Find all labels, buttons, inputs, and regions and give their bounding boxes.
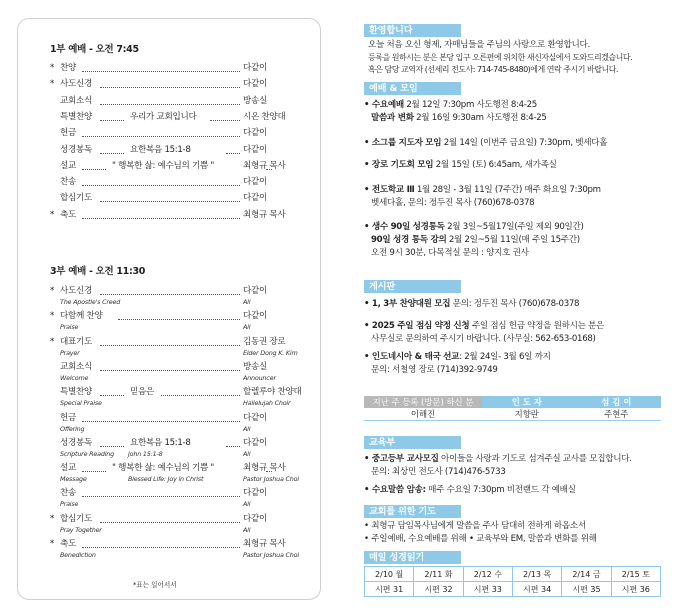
item-title: 수요말씀 암송: xyxy=(371,485,426,495)
item-text: 아이들을 사랑과 기도로 섬겨주실 교사를 모집합니다. xyxy=(438,454,632,464)
program-detail: 믿음은 xyxy=(130,387,155,398)
program-row xyxy=(50,539,290,550)
program-leader: 다같이 xyxy=(243,128,268,139)
reading-days-row xyxy=(365,567,661,582)
english-item: Scripture Reading xyxy=(60,449,115,458)
item-text: 문의: 최상민 전도사 (714)476-5733 xyxy=(371,467,506,477)
leader-dots xyxy=(100,294,240,295)
list-item xyxy=(371,466,506,478)
list-item xyxy=(371,247,529,259)
standing-mark: * xyxy=(50,311,54,322)
bullet: • xyxy=(364,485,372,495)
program-leader: 다같이 xyxy=(243,193,268,204)
program-leader: 방송실 xyxy=(243,95,268,106)
standing-mark: * xyxy=(50,513,54,524)
visitors-caption: 지난 주 등록 (방문) 하신 분 xyxy=(364,396,482,408)
program-item: 사도신경 xyxy=(60,79,93,90)
leader-dots xyxy=(82,471,106,472)
leader-dots xyxy=(82,547,240,548)
program-item: 찬양 xyxy=(60,63,77,73)
leader-dots xyxy=(82,185,240,186)
program-row xyxy=(50,438,290,449)
leader-dots xyxy=(226,153,240,154)
item-text: 벳세다홀, 문의: 정두진 목사 (760)678-0378 xyxy=(371,198,535,208)
program-leader: 다같이 xyxy=(243,79,268,90)
table-row xyxy=(364,408,661,421)
program-row-english xyxy=(50,475,299,484)
leader-dots xyxy=(226,446,240,447)
program-item: 축도 xyxy=(60,539,77,549)
item-title: 전도학교 Ⅲ xyxy=(371,185,415,195)
program-row xyxy=(50,193,290,204)
bullet: • xyxy=(364,100,372,110)
item-title: 인도네시아 & 태국 선교 xyxy=(371,352,460,362)
item-title: 장로 기도회 모임 xyxy=(371,160,434,170)
program-item: 특별찬양 xyxy=(60,387,93,398)
standing-mark: * xyxy=(50,63,54,73)
program-leader: 다같이 xyxy=(243,63,268,73)
reading-chapter: 시편 34 xyxy=(512,582,561,597)
english-item: Praise xyxy=(60,323,79,332)
reading-chapter: 시편 36 xyxy=(611,582,660,597)
program-item: 축도 xyxy=(60,209,77,220)
english-leader: Elder Dong K. Kim xyxy=(243,348,298,357)
item-text: 문의: 정두진 목사 (760)678-0378 xyxy=(450,299,580,309)
service-title: 3부 예배 - 오전 11:30 xyxy=(50,266,146,277)
reading-chapter: 시편 32 xyxy=(414,582,463,597)
english-leader: All xyxy=(243,424,251,433)
program-leader: 최형규 목사 xyxy=(243,539,286,549)
program-leader: 최형규 목사 xyxy=(243,160,286,171)
program-item: 성경봉독 xyxy=(60,437,93,448)
english-item: The Apostle's Creed xyxy=(60,298,121,306)
education-header: 교육부 xyxy=(364,436,461,449)
program-row xyxy=(50,463,290,474)
reading-chapter: 시편 33 xyxy=(463,582,512,597)
bullet: • xyxy=(364,185,372,195)
program-row-english xyxy=(50,374,290,383)
reading-day: 2/11 화 xyxy=(414,567,463,582)
program-item: 설교 xyxy=(60,160,77,171)
program-item: 헌금 xyxy=(60,412,77,423)
leader-dots xyxy=(100,120,124,121)
leader-dots xyxy=(82,136,240,137)
worship-header: 예배 & 모임 xyxy=(364,82,461,95)
item-text: 매주 수요일 7:30pm 비전랜드 각 예배실 xyxy=(425,485,576,495)
program-row xyxy=(50,96,290,107)
bullet: • xyxy=(364,321,372,331)
item-text: 오전 9시 30분, 다목적실 문의 : 양지호 권사 xyxy=(371,248,529,258)
program-row xyxy=(50,63,290,74)
list-item xyxy=(364,159,557,171)
leader-dots xyxy=(210,120,240,121)
program-item: 합심기도 xyxy=(60,193,93,204)
english-item: Benediction xyxy=(60,551,96,559)
leader-dots xyxy=(100,345,240,346)
english-leader: Announcer xyxy=(243,373,276,382)
list-item xyxy=(371,234,580,246)
program-item: 합심기도 xyxy=(60,513,93,524)
visitor-server: 주현주 xyxy=(572,408,662,421)
list-item xyxy=(364,484,576,496)
item-title: 수요예배 xyxy=(371,100,404,110)
english-detail: Blessed Life: Joy in Christ xyxy=(128,475,204,484)
reading-chapters-row xyxy=(365,582,661,597)
item-title: 90일 성경 통독 강의 xyxy=(371,235,447,245)
list-item xyxy=(364,351,551,363)
program-row xyxy=(50,311,290,322)
program-leader: 다같이 xyxy=(243,437,268,448)
program-row xyxy=(50,488,290,499)
program-row xyxy=(50,413,290,424)
reading-day: 2/12 수 xyxy=(463,567,512,582)
leader-dots xyxy=(100,395,124,396)
program-item: 헌금 xyxy=(60,128,77,139)
leader-dots xyxy=(82,421,240,422)
welcome-text: 혹은 담당 교역자 (선세리 전도사: 714-745-8480)에게 연락 주시기 바랍니다. xyxy=(368,65,618,74)
item-title: 2025 주일 점심 약정 신청 xyxy=(371,321,470,331)
program-row-english xyxy=(50,526,290,535)
program-row xyxy=(50,161,290,172)
english-leader: All xyxy=(243,323,251,332)
server-column-header: 섬 김 이 xyxy=(572,396,662,408)
reading-chapter: 시편 35 xyxy=(562,582,611,597)
reading-day: 2/10 월 xyxy=(365,567,414,582)
program-item: 사도신경 xyxy=(60,286,93,296)
program-row xyxy=(50,286,290,297)
program-row xyxy=(50,337,290,348)
program-item: 교회소식 xyxy=(60,361,93,372)
program-leader: 다같이 xyxy=(243,144,268,155)
english-item: Special Praise xyxy=(60,399,102,408)
leader-dots xyxy=(100,522,240,523)
reading-day: 2/14 금 xyxy=(562,567,611,582)
english-item: Message xyxy=(60,475,87,484)
item-text: 사무실로 문의하여 주시기 바랍니다. (사무실: 562-653-0168) xyxy=(371,334,596,344)
prayer-item: • 최형규 담임목사님에게 말씀을 주사 담대히 전하게 하옵소서 xyxy=(364,521,586,531)
prayer-header: 교회를 위한 기도 xyxy=(364,505,461,518)
list-item xyxy=(364,137,607,149)
program-row xyxy=(50,362,290,373)
leader-dots xyxy=(82,71,240,72)
english-leader: All xyxy=(243,525,251,534)
program-row xyxy=(50,145,290,156)
standing-mark: * xyxy=(50,79,54,90)
reading-header: 매일 성경읽기 xyxy=(364,551,461,564)
item-text: 주일 점심 헌금 약정을 원하시는 분은 xyxy=(469,321,605,331)
bullet: • xyxy=(364,222,372,232)
program-row-english xyxy=(50,348,298,358)
item-text: 1월 28일 - 3월 11일 (7주간) 매주 화요일 7:30pm xyxy=(414,185,601,195)
leader-dots xyxy=(100,153,124,154)
program-leader: 최형규 목사 xyxy=(243,463,286,474)
program-leader: 시온 찬양대 xyxy=(243,111,286,122)
leader-dots xyxy=(100,104,240,105)
english-item: Offering xyxy=(60,424,85,433)
program-detail: " 행복한 삶: 예수님의 기쁨 " xyxy=(112,463,215,474)
reading-table xyxy=(364,566,661,597)
english-item: Pray Together xyxy=(60,525,102,534)
program-leader: 다같이 xyxy=(243,286,268,296)
leader-dots xyxy=(100,446,124,447)
standing-footnote: *표는 일어서서 xyxy=(133,581,177,589)
item-text: 2월 14일 (이번주 금요일) 7:30pm, 벳세다홀 xyxy=(441,138,608,148)
bullet: • xyxy=(364,352,372,362)
program-leader: 다같이 xyxy=(243,177,268,188)
list-item xyxy=(371,112,547,124)
program-row xyxy=(50,514,290,525)
program-row-english xyxy=(50,551,299,560)
program-row xyxy=(50,128,290,139)
english-leader: All xyxy=(243,298,251,306)
english-item: Welcome xyxy=(60,373,89,382)
bullet: • xyxy=(364,138,372,148)
program-item: 교회소식 xyxy=(60,95,93,106)
item-text: : 2월 24일- 3월 6일 까지 xyxy=(459,352,551,362)
program-row xyxy=(50,387,302,398)
leader-dots xyxy=(82,496,240,497)
service-title: 1부 예배 - 오전 7:45 xyxy=(50,44,139,55)
bullet: • xyxy=(364,299,372,309)
english-detail: John 15:1-8 xyxy=(128,449,163,458)
standing-mark: * xyxy=(50,539,54,549)
item-title: 소그룹 지도자 모임 xyxy=(371,138,442,148)
program-leader: 방송실 xyxy=(243,361,268,372)
prayer-item: • 주일예배, 수요예배를 위해 • 교육부와 EM, 말씀과 변화를 위해 xyxy=(364,534,597,544)
program-item: 다함께 찬양 xyxy=(60,311,103,322)
program-row xyxy=(50,177,290,188)
bullet: • xyxy=(364,454,372,464)
list-item xyxy=(371,364,498,376)
program-detail: 우리가 교회입니다 xyxy=(130,111,197,122)
program-detail: 요한복음 15:1-8 xyxy=(130,437,191,448)
leader-dots xyxy=(100,201,240,202)
program-row-english xyxy=(50,425,290,434)
reading-day: 2/15 토 xyxy=(611,567,660,582)
program-item: 특별찬양 xyxy=(60,111,93,122)
item-title: 생수 90일 성경통독 xyxy=(371,222,445,232)
leader-dots xyxy=(82,169,106,170)
english-item: Praise xyxy=(60,500,79,509)
program-leader: 김동권 장로 xyxy=(243,336,286,347)
list-item xyxy=(364,298,579,310)
item-text: 문의: 서철영 장로 (714)392-9749 xyxy=(371,365,498,375)
english-leader: All xyxy=(243,449,251,458)
item-text: 2월 12일 7:30pm 사도행전 8:4-25 xyxy=(403,100,537,110)
visitor-name: 이해진 xyxy=(364,408,482,421)
program-detail: 요한복음 15:1-8 xyxy=(130,144,191,155)
welcome-header: 환영합니다 xyxy=(364,24,461,37)
program-leader: 다같이 xyxy=(243,412,268,423)
program-row xyxy=(50,112,290,123)
standing-mark: * xyxy=(50,336,54,347)
program-item: 찬송 xyxy=(60,177,77,188)
list-item xyxy=(364,320,604,332)
bullet: • xyxy=(364,160,372,170)
program-row-english xyxy=(50,323,290,332)
program-row-english xyxy=(50,500,290,509)
english-leader: Pastor Joshua Choi xyxy=(243,475,299,484)
program-leader: 최형규 목사 xyxy=(243,209,286,220)
item-title: 말씀과 변화 xyxy=(371,113,414,123)
list-item xyxy=(371,197,534,209)
item-text: 2월 15일 (토) 6:45am, 새가족실 xyxy=(433,160,557,170)
leader-dots xyxy=(100,87,240,88)
item-title: 중고등부 교사모집 xyxy=(371,454,439,464)
english-leader: Hallelujah Choir xyxy=(243,399,291,408)
reading-chapter: 시편 31 xyxy=(365,582,414,597)
program-detail: " 행복한 삶: 예수님의 기쁨 " xyxy=(112,160,215,171)
item-text: 2월 16일 9:30am 사도행전 8:4-25 xyxy=(413,113,547,123)
program-row-english xyxy=(50,298,290,307)
program-item: 설교 xyxy=(60,463,77,474)
program-item: 대표기도 xyxy=(60,336,93,347)
list-item xyxy=(364,221,584,233)
item-title: 1, 3부 찬양대원 모집 xyxy=(371,299,451,309)
leader-dots xyxy=(118,319,240,320)
english-leader: Pastor Joshua Choi xyxy=(243,551,299,559)
welcome-text: 오늘 처음 오신 형제, 자매님들을 주님의 사랑으로 환영합니다. xyxy=(368,40,590,50)
program-row-english xyxy=(50,450,290,459)
leader-column-header: 인 도 자 xyxy=(482,396,572,408)
program-item: 찬송 xyxy=(60,488,77,499)
item-text: 2월 2일~5월 11일(매 주일 15주간) xyxy=(446,235,580,245)
program-leader: 다같이 xyxy=(243,311,268,322)
list-item xyxy=(364,453,632,465)
program-leader: 다같이 xyxy=(243,513,268,524)
english-leader: All xyxy=(243,500,251,509)
program-row-english xyxy=(50,399,290,408)
leader-dots xyxy=(161,395,240,396)
english-item: Prayer xyxy=(60,348,80,357)
item-text: 2월 3일~5월17일(주일 제외 90일간) xyxy=(444,222,584,232)
program-row xyxy=(50,79,290,90)
standing-mark: * xyxy=(50,209,54,220)
visitor-leader: 지향란 xyxy=(482,408,572,421)
program-leader: 할렐루야 찬양대 xyxy=(243,387,302,398)
board-header: 게시판 xyxy=(364,280,461,293)
list-item xyxy=(364,99,537,111)
standing-mark: * xyxy=(50,286,54,296)
list-item xyxy=(364,184,601,196)
program-row xyxy=(50,210,290,221)
list-item xyxy=(371,333,596,345)
leader-dots xyxy=(82,218,240,219)
visitors-table xyxy=(364,396,661,421)
reading-day: 2/13 목 xyxy=(512,567,561,582)
welcome-text: 등록을 원하시는 분은 본당 입구 오른편에 위치한 새신자실에서 도와드리겠습니다. xyxy=(368,53,633,62)
program-item: 성경봉독 xyxy=(60,144,93,155)
program-leader: 다같이 xyxy=(243,488,268,499)
leader-dots xyxy=(100,370,240,371)
